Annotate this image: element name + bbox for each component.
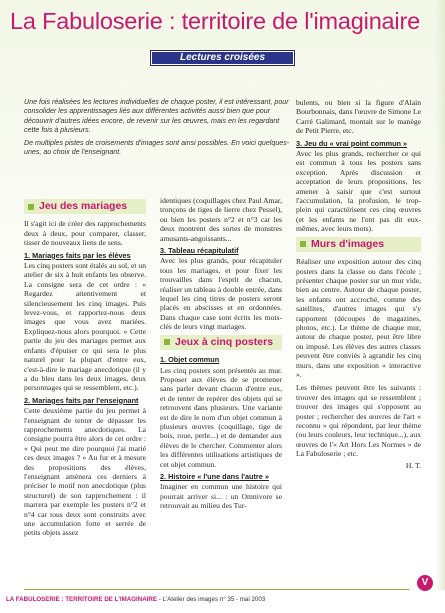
section-banner-label: Lectures croisées: [152, 52, 293, 64]
footer: [0, 591, 445, 613]
paragraph: Les cinq posters sont étalés au sol, et un atelier de six à huit enfants les observe. La consigne sera de cet ordre : « Regardez attentivement et silencieusement les cinq images. Puis levez-vous, et rapportez-nous deux images que vous avez mariées. Expliquez-nous alors pourquoi. » Cette partie du jeu des mariages permet aux enfants d'épuiser ce qui sera le plus naturel pour la plupart d'entre eux, c'est-à-dire le mariage anecdotique (il y a du bleu dans les deux images, deux personnages qui se ressemblent, etc.).: [24, 261, 146, 393]
signature: H. T.: [405, 460, 421, 470]
section-heading-label: Murs d'images: [311, 237, 385, 250]
page-badge: V: [417, 575, 433, 591]
section-heading-label: Jeux à cinq posters: [175, 335, 274, 348]
paragraph: Réaliser une exposition autour des cinq posters dans la classe ou dans l'école ; présenter chaque poster sur un mur vide, bien au centre. Autour de chaque poster, les enfants ont accroché, comme des satellites, d'autres images qui s'y rapportent (découpes de magazines, photos, etc.). Le thème de chaque mur, autour de chaque poster, peut être libre ou imposé. Les élèves des autres classes peuvent être conviés à agrandir les cinq murs, dans une exposition « interactive ».: [296, 257, 421, 379]
column-1: [24, 196, 146, 538]
subheading: 2. Histoire « l'une dans l'autre »: [160, 471, 269, 481]
section-heading: [160, 335, 282, 350]
paragraph: Les cinq posters sont présentés au mur. Proposer aux élèves de se promener sans parler devant chacun d'entre eux, et de tenter de repérer des objets qui se retrouvent dans plusieurs. Une variante est de dire le nom d'un objet commun à plusieurs œuvres (coquillage, tige de bois, roue, perle...) et de demander aux élèves de le chercher. Commenter alors les différentes utilisations artistiques de cet objet commun.: [160, 365, 282, 469]
paragraph: Cette deuxième partie du jeu permet à l'enseignant de tenter de dépasser les rapprochements anecdotiques. La consigne pourra être alors de cet ordre : « Qui peut me dire pourquoi j'ai marié ces deux images ? » Au fur et à mesure des propositions des élèves, l'enseignant amènera ces derniers à préciser le motif non anecdotique (plus structurel) de son rapprochement : il marrera par exemple les posters n°2 et n°4 car tous deux sont construits avec une accumulation forte et serrée de petits objets assez: [24, 406, 146, 538]
footer-text: [6, 596, 265, 603]
paragraph: Les thèmes peuvent être les suivants : trouver des images qui se ressemblent ; trouver des images qui s'opposent au poster ; rechercher des œuvres de l'art « reconnu » qui répondent, par leur thème (ou leurs couleurs, leur technique...), aux œuvres de l'« Art Hors Les Normes » de La Fabuloserie ; etc.: [296, 383, 421, 459]
column-2: [160, 196, 282, 511]
intro: [24, 98, 296, 160]
section-heading: [296, 237, 421, 252]
subheading: 1. Objet commun: [160, 355, 220, 365]
square-bullet-icon: [164, 339, 170, 345]
paragraph: Imaginer en commun une histoire qui pourrait arriver si... : un Omnivore se retrouvait au milieu des Tur-: [160, 482, 282, 511]
section-heading: [24, 199, 146, 214]
subheading: 1. Mariages faits par les élèves: [24, 250, 131, 260]
section-heading-label: Jeu des mariages: [39, 200, 128, 212]
paragraph: Avec les plus grands, rechercher ce qui est commun à tous les posters sans exception. Après discussion et acceptation de leurs propositions, les amener à saisir que c'est surtout l'accumulation, la profusion, le trop-plein qui caractérisent ces cinq œuvres (et les enfants ne l'ont pas dit eux-mêmes, avec leurs mots).: [296, 149, 421, 234]
page-edge-shade: [435, 0, 445, 590]
subheading: 3. Jeu du « vrai point commun »: [296, 138, 408, 148]
intro-paragraph: De multiples pistes de croisements d'images sont ainsi possibles. En voici quelques-unes, au choix de l'enseignant.: [24, 138, 290, 157]
column-3: [296, 98, 421, 470]
square-bullet-icon: [300, 241, 306, 247]
paragraph: Avec les plus grands, pour récapituler tous les mariages, et pour fixer les trouvailles dans l'esprit de chacun, réaliser un tableau à double entrée, dans lequel les cinq titres de posters seront placés en abscisses et en ordonnées. Dans chaque case sont écrits les mots-clés de leurs vingt mariages.: [160, 256, 282, 332]
footer-divider: [24, 589, 409, 590]
paragraph: identiques (coquillages chez Paul Amar, tronçons de tiges de lierre chez Pessel), ou bien les posters n°2 et n°3 car les deux montrent des sortes de monstres amusants-angoissants...: [160, 196, 282, 243]
square-bullet-icon: [28, 204, 34, 210]
subheading: 2. Mariages faits par l'enseignant: [24, 395, 139, 405]
paragraph: bulents, ou bien si la figure d'Alain Bourbonnais, dans l'œuvre de Simone Le Carré Galimard, montait sur le manège de Petit Pierre, etc.: [296, 98, 421, 136]
section-banner: [150, 50, 295, 66]
footer-info: - L'Atelier des images n° 35 - mai 2003: [157, 596, 266, 603]
subheading: 3. Tableau récapitulatif: [160, 246, 239, 256]
page-title: La Fabuloserie : territoire de l'imaginaire: [10, 8, 420, 34]
footer-brand: LA FABULOSERIE : TERRITOIRE DE L'IMAGINAIRE: [6, 596, 158, 603]
paragraph: Il s'agit ici de créer des rapprochements deux à deux, pour comparer, classer, tisser de nouveaux liens de sens.: [24, 219, 146, 248]
intro-paragraph: Une fois réalisées les lectures individuelles de chaque poster, il est intéressant, pour consolider les apprentissages liés aux différentes activités aussi bien que pour découvrir d'autres idées encore, de revenir sur les œuvres, mais en les regardant cette fois à plusieurs.: [24, 98, 289, 135]
